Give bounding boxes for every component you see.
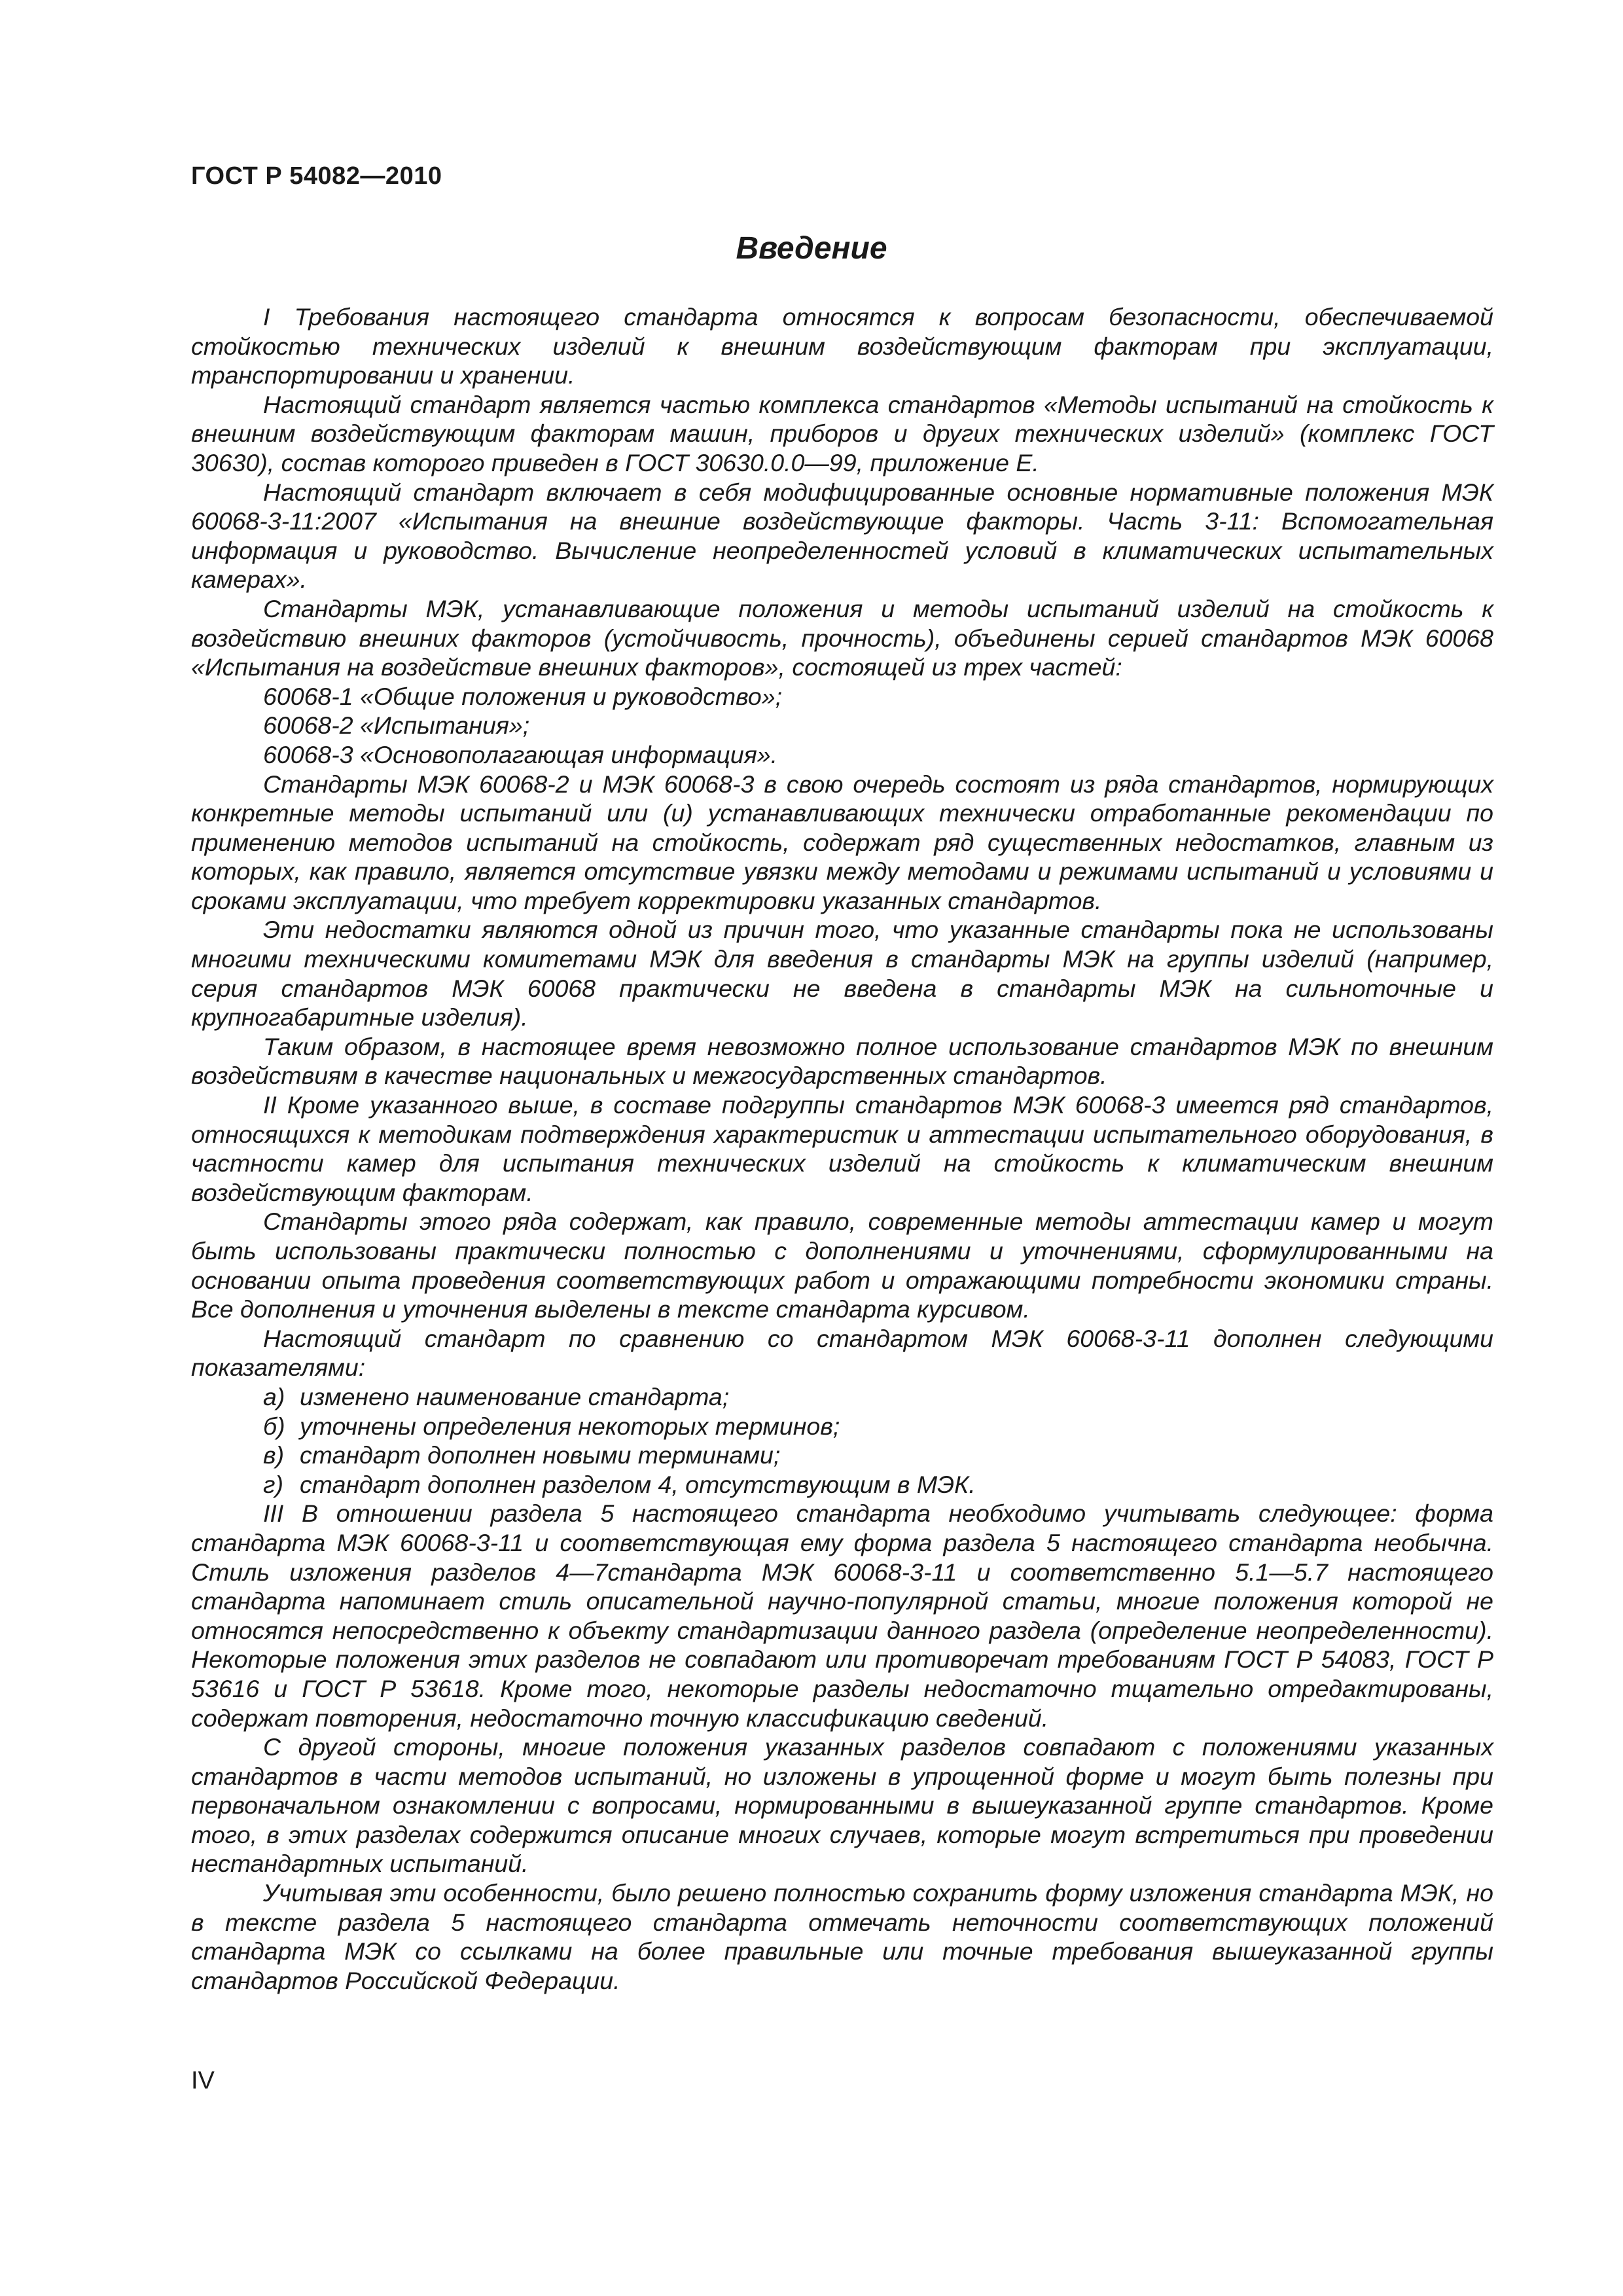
standard-part-item: 60068-3 «Основополагающая информация».: [263, 740, 778, 768]
paragraph: Эти недостатки являются одной из причин того, что указанные стандарты пока не использованы многими техническими комитетами МЭК для введения в стандарты МЭК на группы изделий (например, серия стандартов МЭК 60068 практически не введена в стандарты МЭК на сильноточные и крупногабаритные изделия).: [191, 916, 1493, 1031]
list-item: [191, 1441, 1493, 1470]
paragraph: Стандарты МЭК 60068-2 и МЭК 60068-3 в свою очередь состоят из ряда стандартов, нормирующих конкретные методы испытаний или (и) устанавливающих технически отработанные рекомендации по применению методов испытаний на стойкость, содержат ряд существенных недостатков, главным из которых, как правило, является отсутствие увязки между методами и режимами испытаний и условиями и сроками эксплуатации, что требует корректировки указанных стандартов.: [191, 770, 1493, 914]
list-item-text: стандарт дополнен новыми терминами;: [300, 1441, 781, 1469]
list-marker: г): [263, 1470, 283, 1498]
page-number: IV: [191, 2067, 215, 2094]
section-title: Введение: [736, 231, 887, 266]
introduction-body: [191, 302, 1493, 1995]
list-marker: а): [263, 1382, 285, 1410]
paragraph: II Кроме указанного выше, в составе подгруппы стандартов МЭК 60068-3 имеется ряд стандартов, относящихся к методикам подтверждения характеристик и аттестации испытательного оборудования, в частности камер для испытания технических изделий на стойкость к климатическим внешним воздействующим факторам.: [191, 1091, 1493, 1206]
list-item: [191, 1412, 1493, 1441]
list-item: [191, 1382, 1493, 1412]
paragraph: Учитывая эти особенности, было решено полностью сохранить форму изложения стандарта МЭК, но в тексте раздела 5 настоящего стандарта отмечать неточности соответствующих положений стандарта МЭК со ссылками на более правильные или точные требования вышеуказанной группы стандартов Российской Федерации.: [191, 1879, 1493, 1994]
document-code-header: ГОСТ Р 54082—2010: [191, 162, 442, 190]
standard-part-item: 60068-2 «Испытания»;: [263, 711, 530, 740]
paragraph: Таким образом, в настоящее время невозможно полное использование стандартов МЭК по внешним воздействиям в качестве национальных и межгосударственных стандартов.: [191, 1032, 1493, 1090]
list-item-text: уточнены определения некоторых терминов;: [300, 1412, 840, 1440]
standard-part-item: 60068-1 «Общие положения и руководство»;: [263, 682, 783, 710]
paragraph: III В отношении раздела 5 настоящего стандарта необходимо учитывать следующее: форма стандарта МЭК 60068-3-11 и соответствующая ему форма раздела 5 настоящего стандарта необычна. Стиль изложения разделов 4—7стандарта МЭК 60068-3-11 и соответственно 5.1—5.7 настоящего стандарта напоминает стиль описательной научно-популярной статьи, многие положения которой не относятся непосредственно к объекту стандартизации данного раздела (определение неопределенности). Некоторые положения этих разделов не совпадают или противоречат требованиям ГОСТ Р 54083, ГОСТ Р 53616 и ГОСТ Р 53618. Кроме того, некоторые разделы недостаточно тщательно отредактированы, содержат повторения, недостаточно точную классификацию сведений.: [191, 1499, 1493, 1732]
list-item-text: изменено наименование стандарта;: [300, 1382, 730, 1410]
paragraph: Настоящий стандарт включает в себя модифицированные основные нормативные положения МЭК 60068-3-11:2007 «Испытания на внешние воздействующие факторы. Часть 3-11: Вспомогательная информация и руководство. Вычисление неопределенностей условий в климатических испытательных камерах».: [191, 478, 1493, 594]
list-item: [191, 1470, 1493, 1499]
paragraph: Стандарты МЭК, устанавливающие положения и методы испытаний изделий на стойкость к воздействию внешних факторов (устойчивость, прочность), объединены серией стандартов МЭК 60068 «Испытания на воздействие внешних факторов», состоящей из трех частей:: [191, 594, 1493, 681]
paragraph: С другой стороны, многие положения указанных разделов совпадают с положениями указанных стандартов в части методов испытаний, но изложены в упрощенной форме и могут быть полезны при первоначальном ознакомлении с вопросами, нормированными в вышеуказанной группе стандартов. Кроме того, в этих разделах содержится описание многих случаев, которые могут встретиться при проведении нестандартных испытаний.: [191, 1733, 1493, 1878]
paragraph: Стандарты этого ряда содержат, как правило, современные методы аттестации камер и могут быть использованы практически полностью с дополнениями и уточнениями, сформулированными на основании опыта проведения соответствующих работ и отражающими потребности экономики страны. Все дополнения и уточнения выделены в тексте стандарта курсивом.: [191, 1208, 1493, 1323]
list-marker: в): [263, 1441, 285, 1469]
list-marker: б): [263, 1412, 285, 1440]
paragraph: Настоящий стандарт является частью комплекса стандартов «Методы испытаний на стойкость к внешним воздействующим факторам машин, приборов и других технических изделий» (комплекс ГОСТ 30630), состав которого приведен в ГОСТ 30630.0.0—99, приложение Е.: [191, 390, 1493, 476]
paragraph: Настоящий стандарт по сравнению со стандартом МЭК 60068-3-11 дополнен следующими показателями:: [191, 1324, 1493, 1382]
list-item-text: стандарт дополнен разделом 4, отсутствующим в МЭК.: [300, 1470, 976, 1498]
paragraph: I Требования настоящего стандарта относятся к вопросам безопасности, обеспечиваемой стойкостью технических изделий к внешним воздействующим факторам при эксплуатации, транспортировании и хранении.: [191, 303, 1493, 389]
